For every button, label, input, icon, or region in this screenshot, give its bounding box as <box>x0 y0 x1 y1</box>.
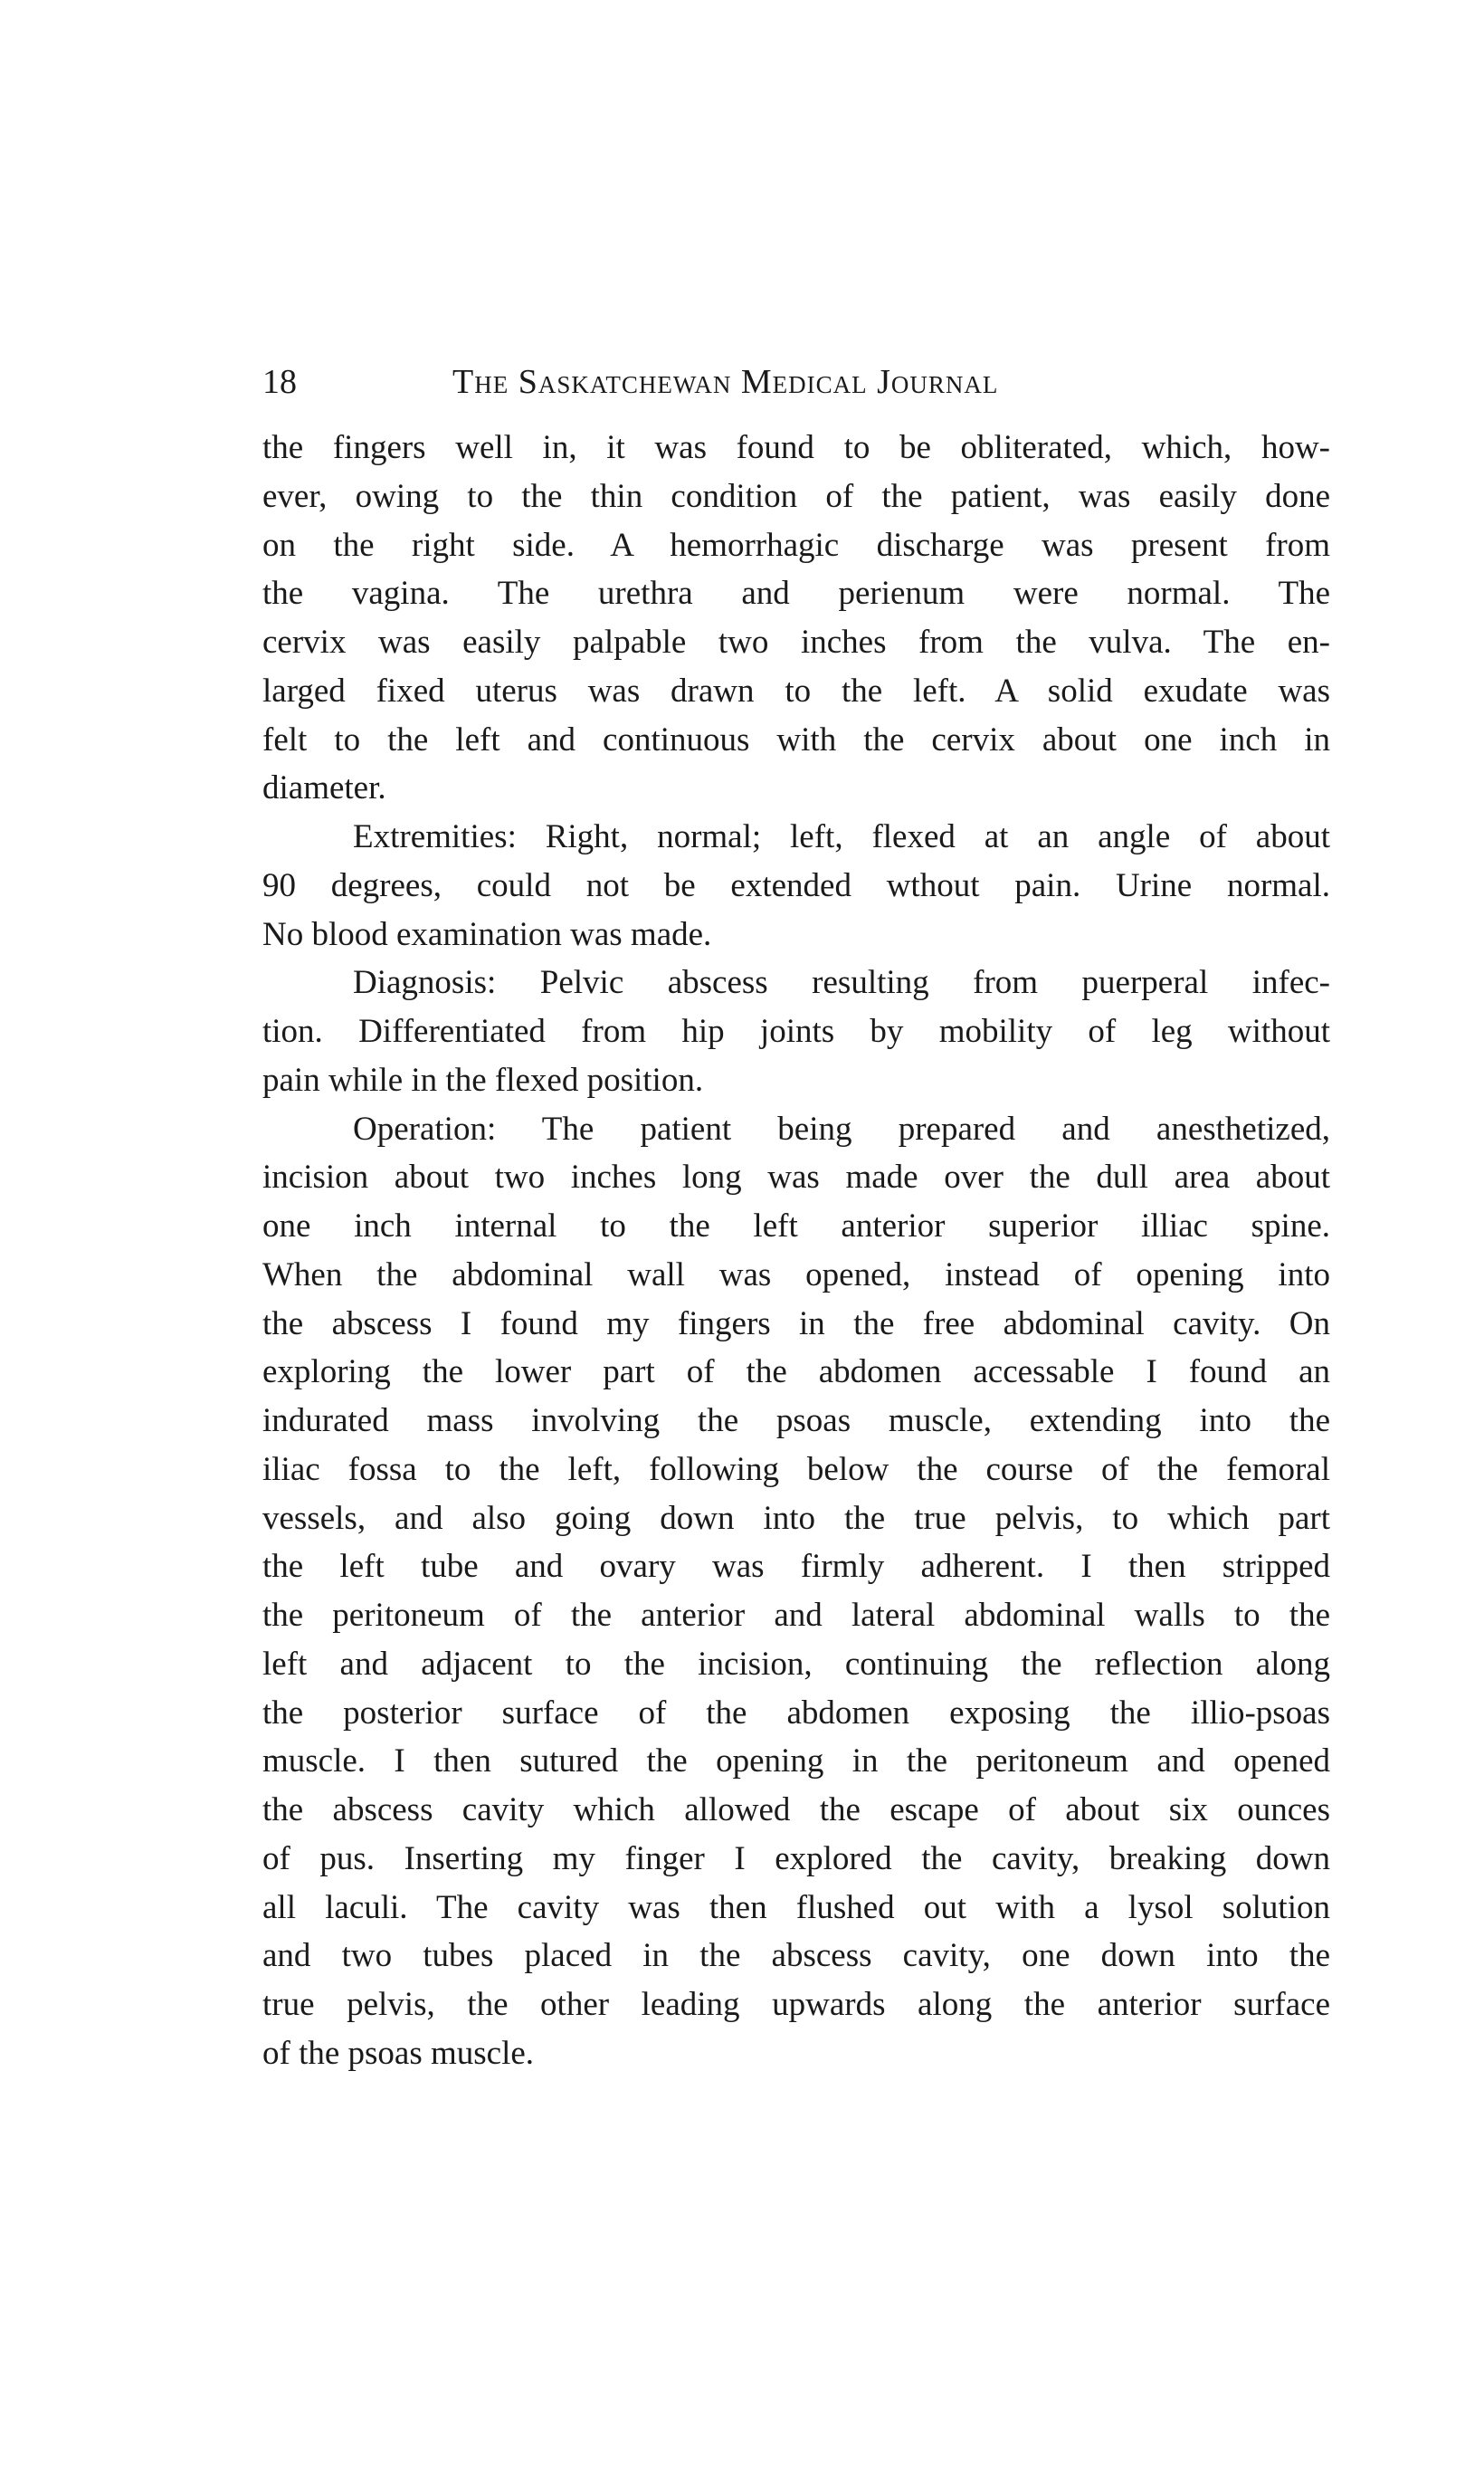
text-line: and two tubes placed in the abscess cavity, one down into the <box>262 1937 1330 1975</box>
text-line: Diagnosis: Pelvic abscess resulting from puerperal infec- <box>353 964 1330 1002</box>
text-line: incision about two inches long was made over the dull area about <box>262 1159 1330 1197</box>
text-line: one inch internal to the left anterior superior illiac spine. <box>262 1207 1330 1245</box>
text-line: the abscess I found my fingers in the free abdominal cavity. On <box>262 1304 1330 1342</box>
page-number: 18 <box>262 363 297 401</box>
text-line: the vagina. The urethra and perienum were normal. The <box>262 575 1330 613</box>
text-line: Operation: The patient being prepared and anesthetized, <box>353 1110 1330 1148</box>
text-line: diameter. <box>262 769 386 807</box>
text-line: the left tube and ovary was firmly adherent. I then stripped <box>262 1548 1330 1586</box>
text-line: muscle. I then sutured the opening in the peritoneum and opened <box>262 1742 1330 1780</box>
text-line: Extremities: Right, normal; left, flexed at an angle of about <box>353 818 1330 855</box>
text-line: left and adjacent to the incision, continuing the reflection along <box>262 1645 1330 1683</box>
page-header <box>262 355 1330 409</box>
text-line: ever, owing to the thin condition of the patient, was easily done <box>262 477 1330 515</box>
body-text <box>262 424 1330 2078</box>
text-line: pain while in the flexed position. <box>262 1061 704 1099</box>
text-line: vessels, and also going down into the true pelvis, to which part <box>262 1499 1330 1537</box>
text-line: When the abdominal wall was opened, instead of opening into <box>262 1255 1330 1293</box>
text-line: felt to the left and continuous with the cervix about one inch in <box>262 721 1330 759</box>
text-line: of the psoas muscle. <box>262 2034 535 2072</box>
running-head: The Saskatchewan Medical Journal <box>452 363 999 401</box>
text-line: on the right side. A hemorrhagic discharge was present from <box>262 526 1330 564</box>
text-line: indurated mass involving the psoas muscle, extending into the <box>262 1402 1330 1439</box>
text-line: exploring the lower part of the abdomen accessable I found an <box>262 1353 1330 1391</box>
text-line: the fingers well in, it was found to be obliterated, which, how- <box>262 429 1330 466</box>
text-line: larged fixed uterus was drawn to the left. A solid exudate was <box>262 672 1330 710</box>
text-line: the peritoneum of the anterior and lateral abdominal walls to the <box>262 1597 1330 1634</box>
text-line: iliac fossa to the left, following below the course of the femoral <box>262 1450 1330 1488</box>
text-line: of pus. Inserting my finger I explored the cavity, breaking down <box>262 1839 1330 1877</box>
text-line: the posterior surface of the abdomen exposing the illio-psoas <box>262 1694 1330 1732</box>
text-line: 90 degrees, could not be extended wthout pain. Urine normal. <box>262 866 1330 904</box>
text-line: true pelvis, the other leading upwards along the anterior surface <box>262 1986 1330 2023</box>
text-line: all laculi. The cavity was then flushed out with a lysol solution <box>262 1888 1330 1926</box>
text-line: cervix was easily palpable two inches from the vulva. The en- <box>262 624 1330 661</box>
text-line: the abscess cavity which allowed the escape of about six ounces <box>262 1791 1330 1828</box>
text-line: tion. Differentiated from hip joints by mobility of leg without <box>262 1013 1330 1050</box>
text-line: No blood examination was made. <box>262 915 712 953</box>
